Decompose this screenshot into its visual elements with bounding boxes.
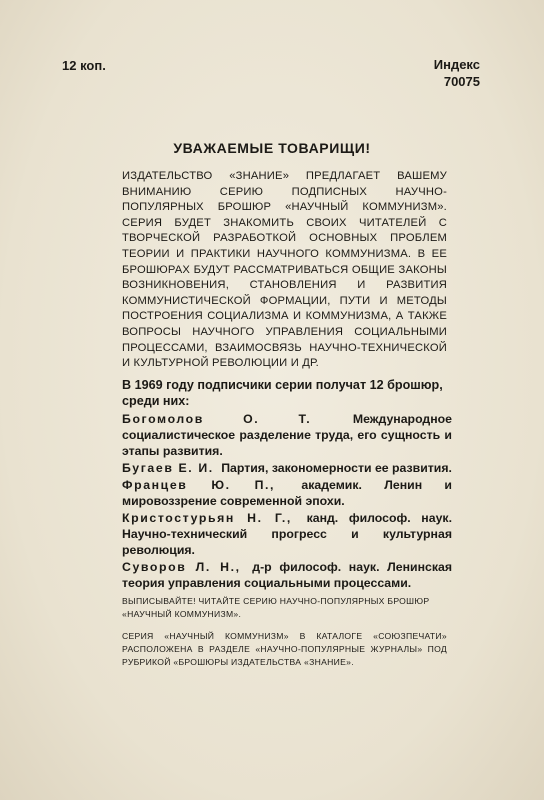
lead-paragraph: В 1969 году подписчики серии получат 12 брошюр, среди них: [122, 378, 443, 408]
brochure-entry [122, 411, 452, 459]
index-number: 70075 [443, 74, 480, 89]
brochure-list [122, 411, 452, 592]
brochure-entry [122, 510, 452, 558]
index-label: Индекс [433, 57, 480, 72]
catalog-note: СЕРИЯ «НАУЧНЫЙ КОММУНИЗМ» В КАТАЛОГЕ «СОЮЗПЕЧАТИ» РАСПОЛОЖЕНА В РАЗДЕЛЕ «НАУЧНО-ПОПУЛЯРНЫЕ ЖУРНАЛЫ» ПОД РУБРИКОЙ «БРОШЮРЫ ИЗДАТЕЛЬСТВА «ЗНАНИЕ». [122, 631, 447, 667]
brochure-title: Партия, закономерности ее развития. [221, 461, 452, 475]
brochure-author: Францев Ю. П., [122, 478, 276, 492]
brochure-author: Богомолов О. Т. [122, 412, 312, 426]
brochure-title: Международное социалистическое разделение труда, его сущность и этапы развития. [122, 412, 453, 458]
brochure-title: д-р философ. наук. Ленинская теория управления социальными процессами. [122, 560, 453, 590]
index-block [434, 56, 480, 90]
price-label: 12 коп. [62, 58, 106, 73]
subscribe-call: ВЫПИСЫВАЙТЕ! ЧИТАЙТЕ СЕРИЮ НАУЧНО-ПОПУЛЯРНЫХ БРОШЮР «НАУЧНЫЙ КОММУНИЗМ». [122, 596, 430, 619]
brochure-entry [122, 559, 452, 591]
brochure-entry [122, 477, 452, 509]
brochure-entry [122, 460, 452, 476]
brochure-author: Кристостурьян Н. Г., [122, 511, 292, 525]
brochure-author: Суворов Л. Н., [122, 560, 241, 574]
page-heading: УВАЖАЕМЫЕ ТОВАРИЩИ! [173, 140, 371, 156]
intro-paragraph: ИЗДАТЕЛЬСТВО «ЗНАНИЕ» ПРЕДЛАГАЕТ ВАШЕМУ ВНИМАНИЮ СЕРИЮ ПОДПИСНЫХ НАУЧНО-ПОПУЛЯРНЫХ БРОШЮР «НАУЧНЫЙ КОММУНИЗМ». СЕРИЯ БУДЕТ ЗНАКОМИТЬ СВОИХ ЧИТАТЕЛЕЙ С ТВОРЧЕСКОЙ РАЗРАБОТКОЙ ОСНОВНЫХ ПРОБЛЕМ ТЕОРИИ И ПРАКТИКИ НАУЧНОГО КОММУНИЗМА. В ЕЕ БРОШЮРАХ БУДУТ РАССМАТРИВАТЬСЯ ОБЩИЕ ЗАКОНЫ ВОЗНИКНОВЕНИЯ, СТАНОВЛЕНИЯ И РАЗВИТИЯ КОММУНИСТИЧЕСКОЙ ФОРМАЦИИ, ПУТИ И МЕТОДЫ ПОСТРОЕНИЯ СОЦИАЛИЗМА И КОММУНИЗМА, А ТАКЖЕ ВОПРОСЫ НАУЧНОГО УПРАВЛЕНИЯ СОЦИАЛЬНЫМИ ПРОЦЕССАМИ, ВЗАИМОСВЯЗЬ НАУЧНО-ТЕХНИЧЕСКОЙ И КУЛЬТУРНОЙ РЕВОЛЮЦИИ И ДР. [122, 170, 447, 370]
brochure-author: Бугаев Е. И. [122, 461, 214, 475]
brochure-title: канд. философ. наук. Научно-технический прогресс и культурная революция. [122, 511, 452, 557]
brochure-title: академик. Ленин и мировоззрение современной эпохи. [122, 478, 452, 508]
